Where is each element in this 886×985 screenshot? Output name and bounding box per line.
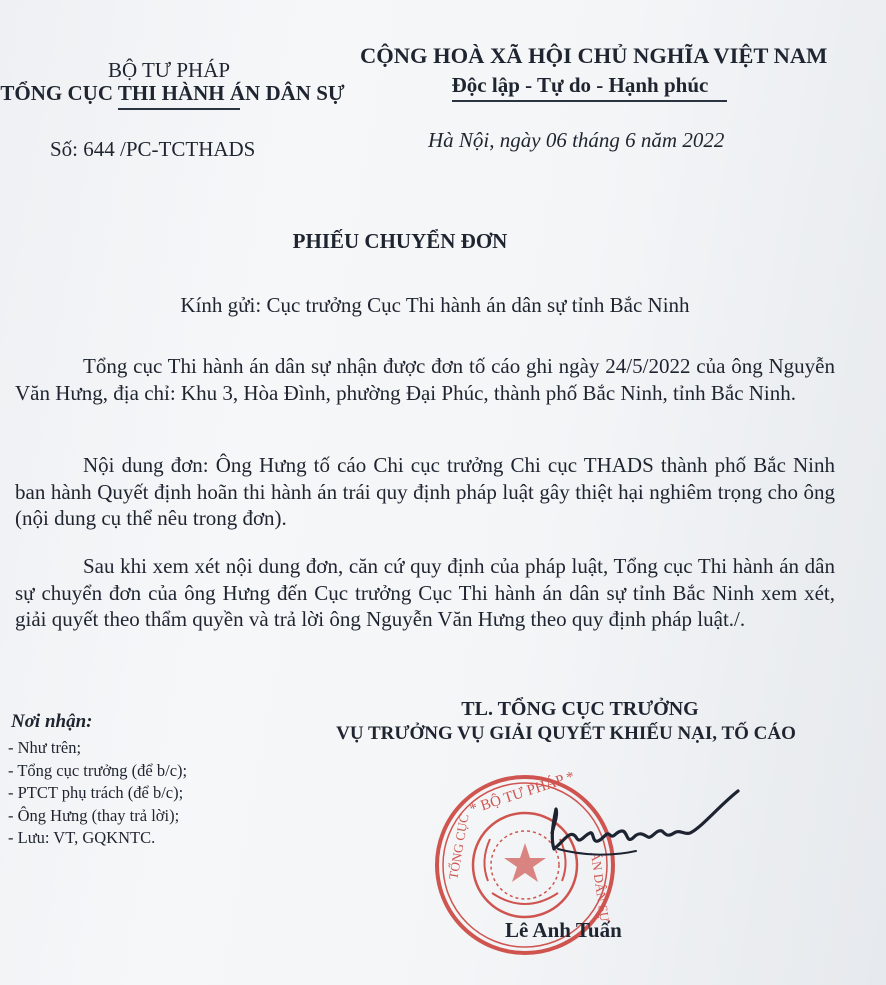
body-paragraph-3: Sau khi xem xét nội dung đơn, căn cứ quy định của pháp luật, Tổng cục Thi hành án dân sự chuyển đơn của ông Hưng đến Cục trưởng Cục Thi hành án dân sự tỉnh Bắc Ninh xem xét, giải quyết theo thẩm quyền và trả lời ông Nguyễn Văn Hưng theo quy định pháp luật./. — [15, 554, 835, 631]
signer-name: Lê Anh Tuấn — [505, 918, 622, 942]
national-motto: Độc lập - Tự do - Hạnh phúc — [451, 73, 709, 97]
department-name: TỔNG CỤC THI HÀNH ÁN DÂN SỰ — [0, 81, 345, 105]
recipient-item: - Lưu: VT, GQKNTC. — [8, 828, 156, 847]
handwritten-signature-icon — [540, 785, 745, 875]
svg-text:TỔNG CỤC: TỔNG CỤC — [445, 812, 472, 881]
recipient-item: - Như trên; — [8, 738, 82, 757]
body-paragraph-1: Tổng cục Thi hành án dân sự nhận được đơn tố cáo ghi ngày 24/5/2022 của ông Nguyễn Văn Hưng, địa chỉ: Khu 3, Hòa Đình, phường Đại Phúc, thành phố Bắc Ninh, tỉnh Bắc Ninh. — [15, 354, 835, 405]
recipient-item: - PTCT phụ trách (để b/c); — [8, 783, 184, 802]
ministry-name: BỘ TƯ PHÁP — [107, 58, 231, 82]
national-title: CỘNG HOÀ XÃ HỘI CHỦ NGHĨA VIỆT NAM — [360, 43, 828, 68]
svg-text:ÁN DÂN SỰ: ÁN DÂN SỰ — [587, 850, 613, 924]
recipients-heading: Nơi nhận: — [11, 711, 93, 732]
document-number: Số: 644 /PC-TCTHADS — [50, 137, 256, 161]
motto-underline — [452, 100, 727, 102]
recipient-item: - Ông Hưng (thay trả lời); — [8, 805, 180, 825]
department-underline — [118, 108, 240, 110]
svg-text:* BỘ TƯ PHÁP *: * BỘ TƯ PHÁP * — [467, 768, 577, 818]
recipient-item: - Tổng cục trưởng (để b/c); — [8, 760, 188, 780]
addressee-line: Kính gửi: Cục trưởng Cục Thi hành án dân sự tỉnh Bắc Ninh — [180, 293, 690, 317]
recipients-list — [8, 737, 187, 850]
body-paragraph-2: Nội dung đơn: Ông Hưng tố cáo Chi cục trưởng Chi cục THADS thành phố Bắc Ninh ban hành Quyết định hoãn thi hành án trái quy định pháp luật gây thiệt hại nghiêm trọng cho ông (nội dung cụ thể nêu trong đơn). — [15, 453, 835, 530]
signer-title-line-2: VỤ TRƯỞNG VỤ GIẢI QUYẾT KHIẾU NẠI, TỐ CÁO — [336, 723, 796, 744]
place-and-date: Hà Nội, ngày 06 tháng 6 năm 2022 — [428, 128, 725, 152]
signer-title-line-1: TL. TỔNG CỤC TRƯỞNG — [461, 698, 699, 720]
document-title: PHIẾU CHUYỂN ĐƠN — [292, 229, 508, 253]
